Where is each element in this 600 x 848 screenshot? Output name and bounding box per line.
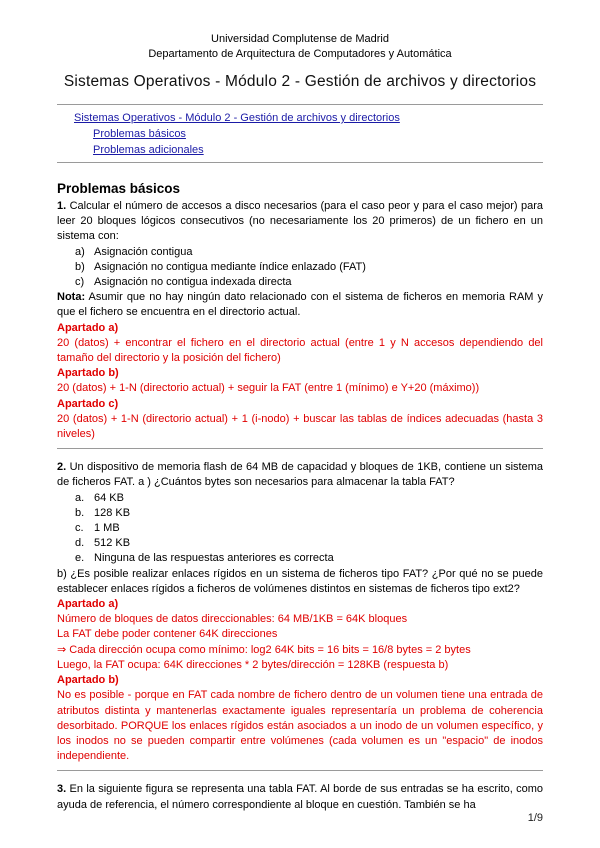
answer-text: No es posible - porque en FAT cada nombre de fichero dentro de un volumen tiene una entrada de atributos distinta y mantenerlas exactamente iguales representaría un problema de coherencia desorbitado. PORQUE los enlaces rígidos están asociados a un inodo de un volumen específico, y los inodos no se pueden compartir entre volúmenes (cada volumen es un "espacio" de inodos independiente. bbox=[57, 689, 543, 763]
toc-link-main[interactable]: Sistemas Operativos - Módulo 2 - Gestión de archivos y directorios bbox=[74, 112, 400, 124]
answer-line: ⇒ Cada dirección ocupa como mínimo: log2 64K bits = 16 bits = 16/8 bytes = 2 bytes bbox=[57, 643, 471, 656]
answer-label bbox=[57, 366, 543, 381]
answer-label-text: Apartado c) bbox=[57, 397, 119, 410]
question-number: 2. bbox=[57, 461, 67, 474]
header-divider bbox=[57, 104, 543, 105]
note bbox=[57, 290, 543, 320]
option-item bbox=[57, 506, 543, 521]
answer-line: La FAT debe poder contener 64K direcciones bbox=[57, 628, 278, 641]
option-text: Asignación no contigua indexada directa bbox=[94, 276, 292, 289]
option-item bbox=[57, 551, 543, 566]
question-number: 1. bbox=[57, 200, 67, 212]
question-text: En la siguiente figura se representa una tabla FAT. Al borde de sus entradas se ha escrito, como ayuda de referencia, el número correspondiente al bloque en cuestión. También se ha bbox=[57, 783, 544, 811]
answer-label-text: Apartado a) bbox=[57, 598, 119, 611]
answer-label bbox=[57, 597, 543, 612]
question-2 bbox=[57, 460, 543, 490]
option-letter: b) bbox=[75, 260, 85, 273]
department-name: Departamento de Arquitectura de Computadores y Automática bbox=[148, 48, 452, 60]
option-letter: c) bbox=[75, 276, 85, 289]
answer-line: Luego, la FAT ocupa: 64K direcciones * 2 bytes/dirección = 128KB (respuesta b) bbox=[57, 658, 449, 671]
answer-label bbox=[57, 321, 543, 336]
answer-label bbox=[57, 673, 543, 688]
option-letter: a. bbox=[75, 491, 85, 504]
document-title: Sistemas Operativos - Módulo 2 - Gestión de archivos y directorios bbox=[63, 73, 537, 90]
option-item bbox=[57, 491, 543, 506]
question-number: 3. bbox=[57, 783, 67, 796]
option-text: 64 KB bbox=[94, 491, 124, 504]
option-item bbox=[57, 245, 543, 260]
table-of-contents bbox=[74, 110, 400, 158]
answer-line: Número de bloques de datos direccionables: 64 MB/1KB = 64K bloques bbox=[57, 613, 408, 626]
toc-link-basic[interactable]: Problemas básicos bbox=[93, 128, 186, 140]
option-letter: a) bbox=[75, 245, 85, 258]
option-text: Asignación no contigua mediante índice enlazado (FAT) bbox=[94, 260, 366, 273]
question-text: Calcular el número de accesos a disco necesarios (para el caso peor y para el caso mejor) para leer 20 bloques lógicos consecutivos (no necesariamente los 20 primeros) de un fichero en un sistema con: bbox=[57, 200, 543, 243]
option-letter: b. bbox=[75, 506, 85, 519]
section-title: Problemas básicos bbox=[57, 181, 181, 196]
option-text: 1 MB bbox=[94, 522, 120, 535]
option-item bbox=[57, 536, 543, 551]
option-item bbox=[57, 521, 543, 536]
question-divider bbox=[57, 770, 543, 771]
question-2-part-b: b) ¿Es posible realizar enlaces rígidos en un sistema de ficheros tipo FAT? ¿Por qué no se puede establecer enlaces rígidos a ficheros de volúmenes distintos en sistemas de ficheros tipo ext2? bbox=[57, 567, 543, 595]
option-letter: e. bbox=[75, 552, 85, 565]
option-item bbox=[57, 275, 543, 290]
answer-text: 20 (datos) + 1-N (directorio actual) + 1 (i-nodo) + buscar las tablas de índices adecuadas (hasta 3 niveles) bbox=[57, 412, 543, 441]
option-text: 512 KB bbox=[94, 537, 131, 550]
option-letter: c. bbox=[75, 522, 84, 535]
question-3 bbox=[57, 782, 543, 812]
option-text: Asignación contigua bbox=[94, 245, 193, 258]
main-content bbox=[57, 180, 543, 813]
answer-label-text: Apartado b) bbox=[57, 674, 119, 687]
toc-divider bbox=[57, 162, 543, 163]
answer-text: 20 (datos) + 1-N (directorio actual) + seguir la FAT (entre 1 (mínimo) e Y+20 (máximo)) bbox=[57, 382, 480, 395]
question-1 bbox=[57, 199, 543, 245]
option-text: 128 KB bbox=[94, 506, 131, 519]
answer-label bbox=[57, 397, 543, 412]
answer-label-text: Apartado a) bbox=[57, 321, 119, 334]
note-text: Asumir que no hay ningún dato relacionado con el sistema de ficheros en memoria RAM y que el fichero se encuentra en el directorio actual. bbox=[57, 291, 543, 319]
university-name: Universidad Complutense de Madrid bbox=[211, 33, 389, 45]
page-number: 1/9 bbox=[527, 812, 543, 824]
note-label: Nota: bbox=[57, 291, 86, 304]
option-item bbox=[57, 260, 543, 275]
answer-label-text: Apartado b) bbox=[57, 367, 119, 380]
option-text: Ninguna de las respuestas anteriores es correcta bbox=[94, 552, 334, 565]
question-text: Un dispositivo de memoria flash de 64 MB de capacidad y bloques de 1KB, contiene un sistema de ficheros FAT. a ) ¿Cuántos bytes son necesarios para almacenar la tabla FAT? bbox=[57, 461, 543, 489]
option-letter: d. bbox=[75, 537, 85, 550]
question-divider bbox=[57, 448, 543, 449]
answer-text: 20 (datos) + encontrar el fichero en el directorio actual (entre 1 y N accesos dependiendo del tamaño del directorio y la posición del fichero) bbox=[57, 336, 543, 365]
toc-link-additional[interactable]: Problemas adicionales bbox=[93, 144, 204, 156]
